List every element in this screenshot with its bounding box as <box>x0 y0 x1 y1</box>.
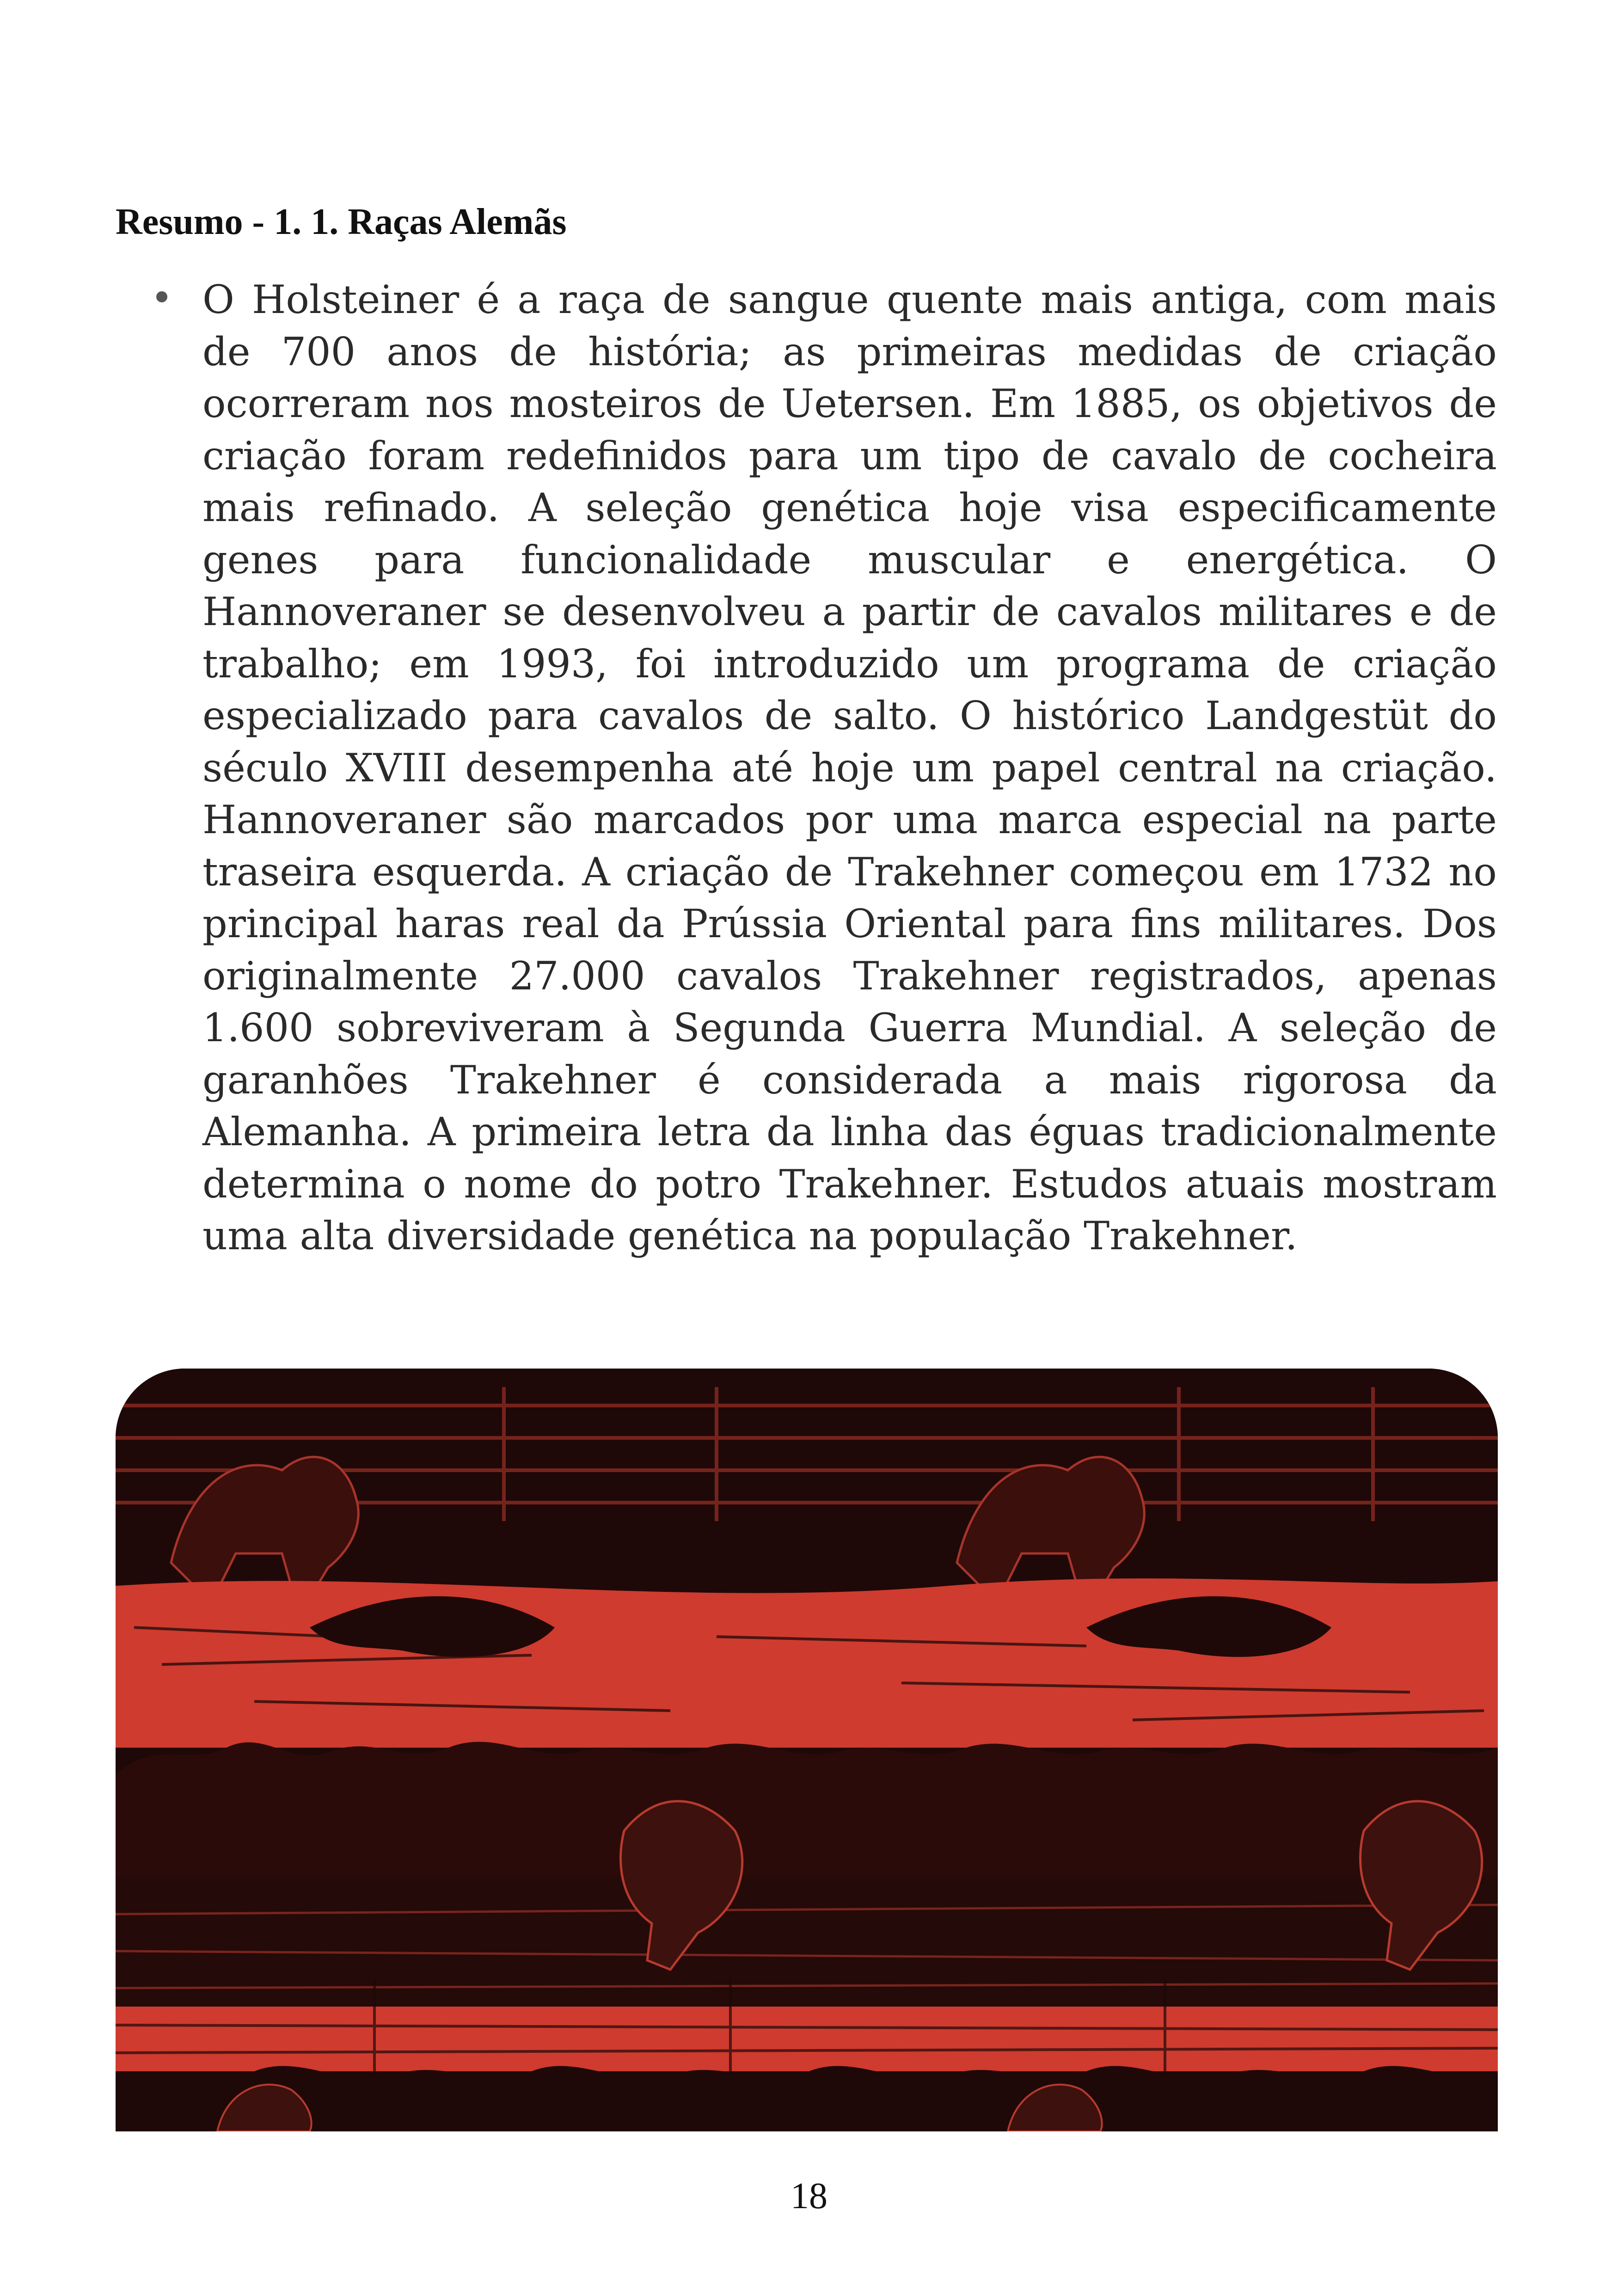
horse-race-illustration <box>116 1369 1498 2131</box>
section-heading: Resumo - 1. 1. Raças Alemãs <box>116 202 567 242</box>
bullet-text: O Holsteiner é a raça de sangue quente mais antiga, com mais de 700 anos de história; as primeiras medidas de criação ocorreram nos mosteiros de Uetersen. Em 1885, os objetivos de criação foram redefinidos para um tipo de cavalo de cocheira mais refinado. A seleção genética hoje visa especificamente genes para funcionalidade muscular e energética. O Hannoveraner se desenvolveu a partir de cavalos militares e de trabalho; em 1993, foi introduzido um programa de criação especializado para cavalos de salto. O histórico Landgestüt do século XVIII desempenha até hoje um papel central na criação. Hannoveraner são marcados por uma marca especial na parte traseira esquerda. A criação de Trakehner começou em 1732 no principal haras real da Prússia Oriental para fins militares. Dos originalmente 27.000 cavalos Trakehner registrados, apenas 1.600 sobreviveram à Segunda Guerra Mundial. A seleção de garanhões Trakehner é considerada a mais rigorosa da Alemanha. A primeira letra da linha das éguas tradicionalmente determina o nome do potro Trakehner. Estudos atuais mostram uma alta diversidade genética na população Trakehner. <box>202 277 1497 1259</box>
page-number: 18 <box>791 2176 827 2216</box>
bullet-icon <box>156 291 167 302</box>
